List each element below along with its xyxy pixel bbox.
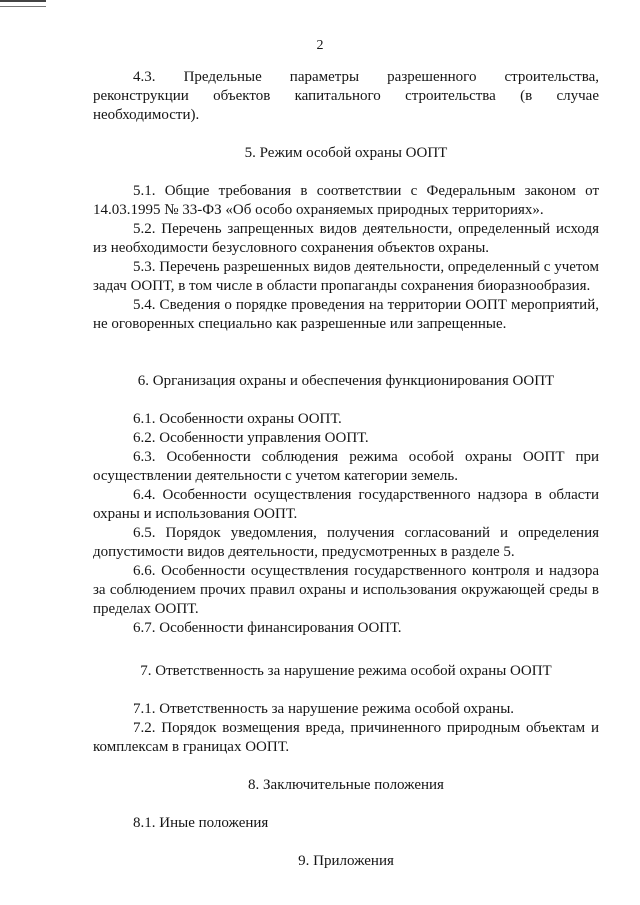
- clause-4-3: 4.3. Предельные параметры разрешенного строительства, реконструкции объектов капитального строительства (в случае необходимости).: [93, 69, 599, 123]
- clause-8-1: 8.1. Иные положения: [133, 815, 269, 831]
- clause-6-2: 6.2. Особенности управления ООПТ.: [133, 430, 369, 446]
- section-9-heading: 9. Приложения: [298, 853, 394, 869]
- clause-5-4: 5.4. Сведения о порядке проведения на территории ООПТ мероприятий, не оговоренных специально как разрешенные или запрещенные.: [93, 297, 599, 332]
- section-7-heading: 7. Ответственность за нарушение режима особой охраны ООПТ: [140, 663, 552, 679]
- clause-6-4: 6.4. Особенности осуществления государственного надзора в области охраны и использования ООПТ.: [93, 487, 599, 522]
- page-number: 2: [316, 38, 324, 53]
- clause-6-6: 6.6. Особенности осуществления государственного контроля и надзора за соблюдением прочих правил охраны и использования окружающей среды в пределах ООПТ.: [93, 563, 599, 617]
- clause-7-2: 7.2. Порядок возмещения вреда, причиненного природным объектам и комплексам в границах ООПТ.: [93, 720, 599, 755]
- clause-5-1: 5.1. Общие требования в соответствии с Федеральным законом от 14.03.1995 № 33-ФЗ «Об особо охраняемых природных территориях».: [93, 183, 599, 218]
- clause-6-7: 6.7. Особенности финансирования ООПТ.: [133, 620, 402, 636]
- document-body: [93, 68, 599, 871]
- section-6-heading: 6. Организация охраны и обеспечения функционирования ООПТ: [137, 373, 555, 389]
- clause-7-1: 7.1. Ответственность за нарушение режима особой охраны.: [133, 701, 515, 717]
- section-8-heading: 8. Заключительные положения: [248, 777, 444, 793]
- clause-6-3: 6.3. Особенности соблюдения режима особой охраны ООПТ при осуществлении деятельности с учетом категории земель.: [93, 449, 599, 484]
- clause-5-2: 5.2. Перечень запрещенных видов деятельности, определенный исходя из необходимости безусловного сохранения объектов охраны.: [93, 221, 599, 256]
- section-5-heading: 5. Режим особой охраны ООПТ: [244, 145, 448, 161]
- scan-corner-mark: [0, 0, 46, 7]
- clause-6-5: 6.5. Порядок уведомления, получения согласований и определения допустимости видов деятельности, предусмотренных в разделе 5.: [93, 525, 599, 560]
- clause-5-3: 5.3. Перечень разрешенных видов деятельности, определенный с учетом задач ООПТ, в том числе в области пропаганды сохранения биоразнообразия.: [93, 259, 599, 294]
- clause-6-1: 6.1. Особенности охраны ООПТ.: [133, 411, 342, 427]
